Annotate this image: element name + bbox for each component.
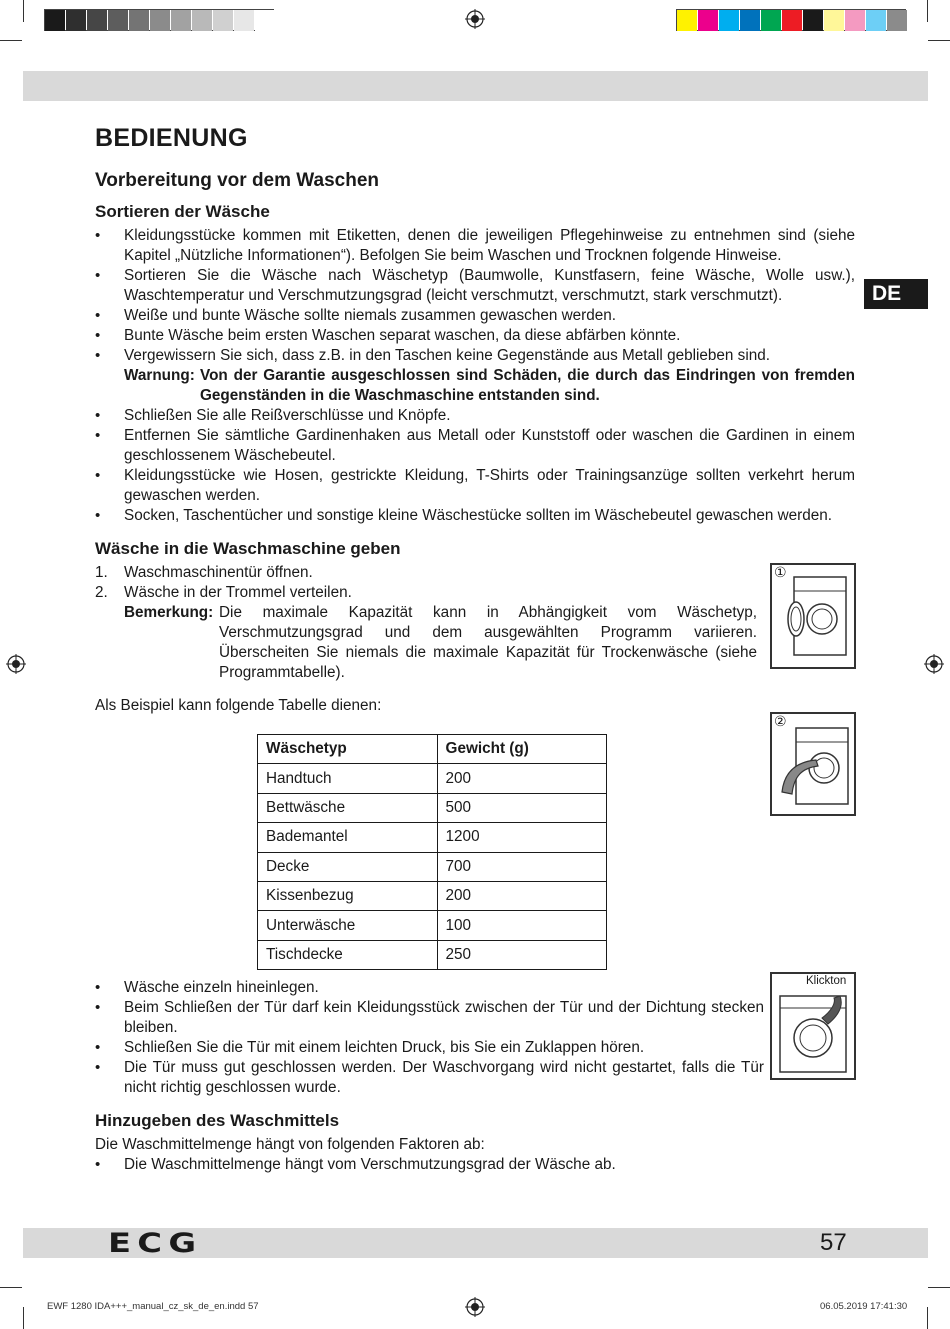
color-swatch — [66, 10, 86, 31]
figure-caption: Klickton — [806, 975, 847, 987]
section-heading-preparation: Vorbereitung vor dem Waschen — [95, 170, 379, 191]
crop-mark — [927, 1307, 928, 1329]
step-number: 1. — [95, 564, 108, 581]
list-item: Kleidungsstücke kommen mit Etiketten, denen die jeweiligen Pflegehinweise zu entnehmen sind (siehe Kapitel „Nützliche Informationen“). Befolgen Sie beim Waschen und Trocknen folgende Hinweise. — [124, 227, 855, 264]
list-item: Bunte Wäsche beim ersten Waschen separat waschen, da diese abfärben könnte. — [124, 327, 681, 344]
table-row — [258, 911, 607, 940]
subheading-sorting: Sortieren der Wäsche — [95, 202, 270, 221]
washing-machine-closed-door-icon — [772, 974, 854, 1078]
section-heading-detergent: Hinzugeben des Waschmittels — [95, 1111, 340, 1130]
crop-mark — [928, 1287, 950, 1288]
bullet: • — [95, 507, 101, 524]
bullet: • — [95, 1039, 101, 1056]
step-text: Wäsche in der Trommel verteilen. — [124, 584, 352, 601]
page-title: BEDIENUNG — [95, 124, 248, 152]
table-cell: 1200 — [437, 823, 606, 852]
table-cell: Bademantel — [258, 823, 438, 852]
table-cell: Handtuch — [258, 764, 438, 793]
bullet: • — [95, 347, 101, 364]
bullet: • — [95, 327, 101, 344]
list-item: Socken, Taschentücher und sonstige kleine Wäschestücke sollten im Wäschebeutel gewaschen werden. — [124, 507, 833, 524]
list-item: Die Waschmittelmenge hängt vom Verschmutzungsgrad der Wäsche ab. — [124, 1156, 616, 1173]
list-item: Beim Schließen der Tür darf kein Kleidungsstück zwischen der Tür und der Dichtung stecken bleiben. — [124, 999, 764, 1036]
color-swatch — [45, 10, 65, 31]
color-swatch — [150, 10, 170, 31]
table-cell: 100 — [437, 911, 606, 940]
brand-logo-text: ECG — [108, 1228, 203, 1259]
list-item: Kleidungsstücke wie Hosen, gestrickte Kleidung, T-Shirts oder Trainingsanzüge sollten verkehrt herum gewaschen werden. — [124, 467, 855, 504]
table-cell: 250 — [437, 940, 606, 969]
bullet: • — [95, 307, 101, 324]
registration-mark-left — [6, 654, 26, 674]
color-swatch — [740, 10, 760, 31]
list-item: Schließen Sie alle Reißverschlüsse und Knöpfe. — [124, 407, 451, 424]
list-item: Die Tür muss gut geschlossen werden. Der Waschvorgang wird nicht gestartet, falls die Tür nicht richtig geschlossen wurde. — [124, 1059, 764, 1096]
figure-closing-door — [770, 972, 856, 1080]
table-cell: 200 — [437, 881, 606, 910]
bullet: • — [95, 1156, 101, 1173]
color-swatch — [845, 10, 865, 31]
list-item: Entfernen Sie sämtliche Gardinenhaken aus Metall oder Kunststoff oder waschen die Gardinen in einem geschlossenem Wäschebeutel. — [124, 427, 855, 464]
figure-number: ① — [774, 564, 787, 580]
table-cell: Decke — [258, 852, 438, 881]
figure-number: ② — [774, 713, 787, 729]
figure-loading-laundry — [770, 712, 856, 816]
print-date: 06.05.2019 17:41:30 — [820, 1301, 908, 1312]
table-cell: Bettwäsche — [258, 793, 438, 822]
table-row — [258, 852, 607, 881]
figure-open-door — [770, 563, 856, 669]
color-swatch — [192, 10, 212, 31]
bullet: • — [95, 407, 101, 424]
color-swatch — [213, 10, 233, 31]
column-header: Gewicht (g) — [437, 735, 606, 764]
color-swatch — [761, 10, 781, 31]
color-swatch — [129, 10, 149, 31]
registration-mark-top — [465, 9, 485, 29]
color-swatch — [803, 10, 823, 31]
color-swatch — [698, 10, 718, 31]
file-name: EWF 1280 IDA+++_manual_cz_sk_de_en.indd 57 — [47, 1301, 259, 1312]
color-swatch — [677, 10, 697, 31]
crop-mark — [0, 1287, 22, 1288]
color-swatch — [866, 10, 886, 31]
color-swatch — [824, 10, 844, 31]
list-item: Sortieren Sie die Wäsche nach Wäschetyp (Baumwolle, Kunstfasern, feine Wäsche, Wolle usw.), Waschtemperatur und Verschmutzungsgrad (leicht verschmutzt, verschmutzt, stark verschmutzt). — [124, 267, 855, 304]
color-swatch — [108, 10, 128, 31]
column-header: Wäschetyp — [258, 735, 438, 764]
table-intro: Als Beispiel kann folgende Tabelle dienen: — [95, 697, 382, 714]
note-label: Bemerkung: — [124, 604, 214, 621]
color-swatch — [87, 10, 107, 31]
table-cell: 700 — [437, 852, 606, 881]
language-tab: DE — [864, 279, 928, 309]
bullet: • — [95, 999, 101, 1016]
table-row — [258, 764, 607, 793]
bullet: • — [95, 427, 101, 444]
bullet: • — [95, 979, 101, 996]
bullet: • — [95, 267, 101, 284]
table-header-row — [258, 735, 607, 764]
table-row — [258, 940, 607, 969]
washing-machine-open-door-icon — [772, 565, 854, 667]
bullet: • — [95, 1059, 101, 1076]
list-item: Weiße und bunte Wäsche sollte niemals zusammen gewaschen werden. — [124, 307, 617, 324]
table-row — [258, 823, 607, 852]
step-number: 2. — [95, 584, 108, 601]
bullet: • — [95, 227, 101, 244]
color-swatch — [782, 10, 802, 31]
table-cell: 200 — [437, 764, 606, 793]
warning-label: Warnung: — [124, 367, 195, 384]
list-item: Vergewissern Sie sich, dass z.B. in den Taschen keine Gegenstände aus Metall geblieben sind. — [124, 347, 770, 364]
table-cell: Kissenbezug — [258, 881, 438, 910]
list-item: Schließen Sie die Tür mit einem leichten Druck, bis Sie ein Zuklappen hören. — [124, 1039, 645, 1056]
table-row — [258, 881, 607, 910]
crop-mark — [928, 40, 950, 41]
table-cell: Tischdecke — [258, 940, 438, 969]
header-band — [23, 71, 928, 101]
crop-mark — [0, 40, 22, 41]
registration-mark-right — [924, 654, 944, 674]
crop-mark — [927, 0, 928, 22]
capacity-table — [257, 734, 607, 970]
brand-logo — [108, 1228, 203, 1259]
crop-mark — [23, 0, 24, 22]
paragraph: Die Waschmittelmenge hängt von folgenden Faktoren ab: — [95, 1136, 485, 1153]
crop-mark — [23, 1307, 24, 1329]
color-swatch — [171, 10, 191, 31]
table-cell: Unterwäsche — [258, 911, 438, 940]
warning-text: Von der Garantie ausgeschlossen sind Schäden, die durch das Eindringen von fremden Gegenständen in die Waschmaschine entstanden sind. — [200, 367, 855, 404]
color-swatch — [719, 10, 739, 31]
bullet: • — [95, 467, 101, 484]
table-row — [258, 793, 607, 822]
color-swatch — [255, 10, 275, 31]
table-cell: 500 — [437, 793, 606, 822]
section-heading-loading: Wäsche in die Waschmaschine geben — [95, 539, 401, 558]
list-item: Wäsche einzeln hineinlegen. — [124, 979, 319, 996]
note-text: Die maximale Kapazität kann in Abhängigkeit vom Wäschetyp, Verschmutzungsgrad und dem ausgewählten Programm variieren. Überscheiten Sie niemals die maximale Kapazität für Trockenwäsche (siehe Programmtabelle). — [219, 604, 757, 681]
registration-mark-bottom — [465, 1297, 485, 1317]
color-swatch — [234, 10, 254, 31]
color-swatch — [887, 10, 907, 31]
step-text: Waschmaschinentür öffnen. — [124, 564, 313, 581]
washing-machine-loading-icon — [772, 714, 854, 814]
page-number: 57 — [820, 1229, 847, 1256]
